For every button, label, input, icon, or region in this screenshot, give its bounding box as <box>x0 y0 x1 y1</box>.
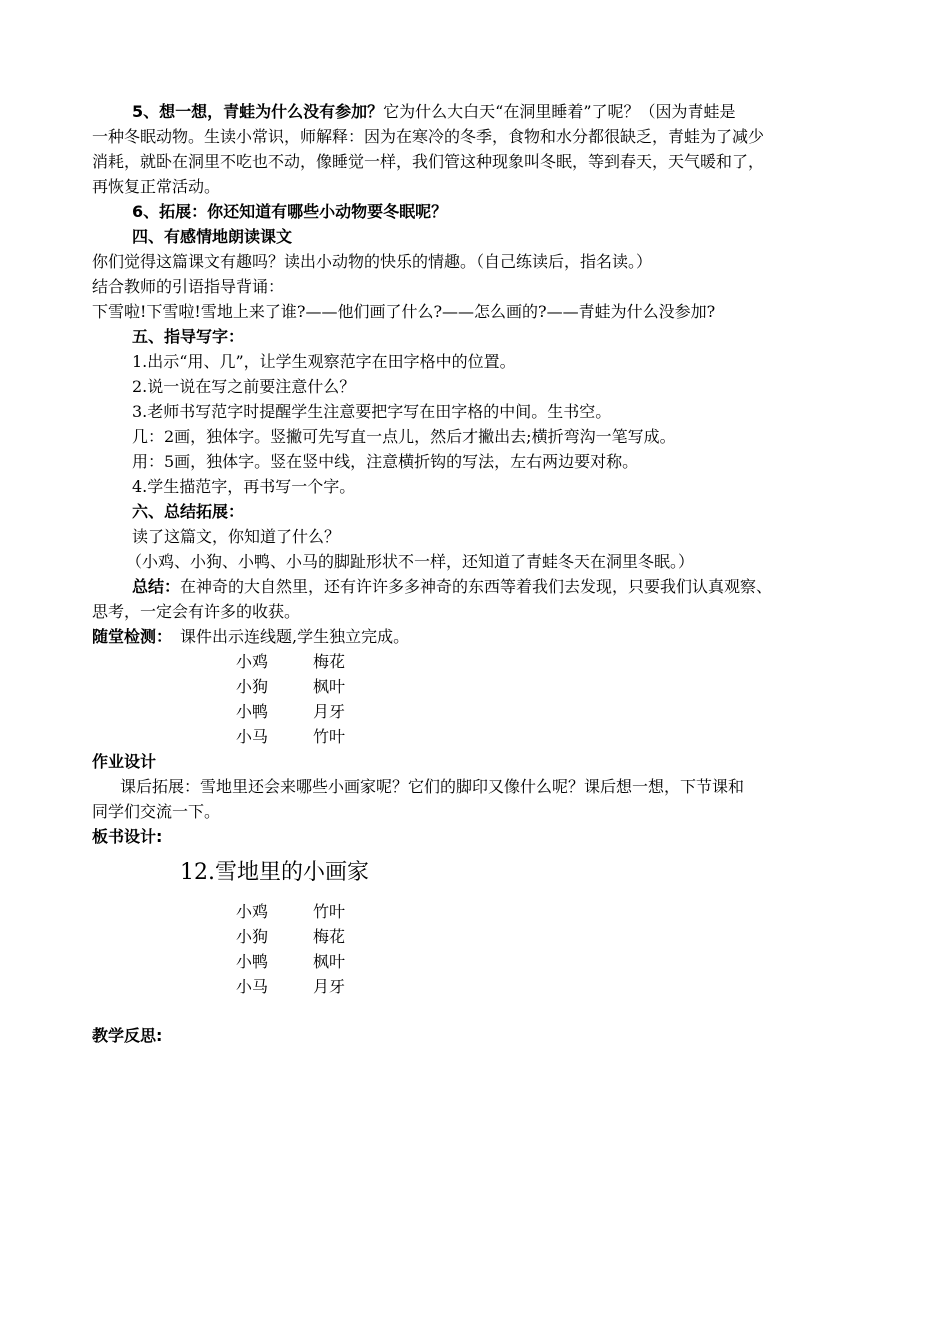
board-row-b-4: 月牙 <box>313 977 346 996</box>
section-4-p2: 结合教师的引语指导背诵： <box>92 277 285 296</box>
homework-label: 作业设计 <box>92 752 157 771</box>
q5-lead: 5、想一想，青蛙为什么没有参加？ <box>132 102 384 121</box>
homework-line-1: 课后拓展：雪地里还会来哪些小画家呢？它们的脚印又像什么呢？课后想一想，下节课和 <box>120 777 745 796</box>
board-row-b-3: 枫叶 <box>313 952 346 971</box>
check-line <box>92 626 409 648</box>
check-row-a-4: 小马 <box>236 727 269 746</box>
board-row-a-3: 小鸭 <box>236 952 269 971</box>
section-5-item-1: 1.出示“用、几”，让学生观察范字在田字格中的位置。 <box>132 352 516 371</box>
section-5-item-2: 2.说一说在写之前要注意什么？ <box>132 377 356 396</box>
section-6-heading: 六、总结拓展： <box>132 502 245 521</box>
q5-line-2: 一种冬眠动物。生读小常识，师解释：因为在寒冷的冬季，食物和水分都很缺乏，青蛙为了减少 <box>92 127 765 146</box>
section-5-heading: 五、指导写字： <box>132 327 245 346</box>
check-label: 随堂检测： <box>92 627 173 646</box>
board-label: 板书设计: <box>92 827 163 846</box>
summary-line-1 <box>132 576 772 598</box>
check-text: 课件出示连线题,学生独立完成。 <box>180 627 410 646</box>
q6-heading: 6、拓展：你还知道有哪些小动物要冬眠呢？ <box>132 202 448 221</box>
section-5-ji: 几：2画，独体字。竖撇可先写直一点儿，然后才撇出去;横折弯沟一笔写成。 <box>132 427 676 446</box>
section-5-item-3: 3.老师书写范字时提醒学生注意要把字写在田字格的中间。生书空。 <box>132 402 612 421</box>
board-row-b-2: 梅花 <box>313 927 346 946</box>
board-title: 12.雪地里的小画家 <box>180 860 369 885</box>
section-5-yong: 用：5画，独体字。竖在竖中线，注意横折钩的写法，左右两边要对称。 <box>132 452 639 471</box>
homework-line-2: 同学们交流一下。 <box>92 802 221 821</box>
section-4-p3: 下雪啦!下雪啦!雪地上来了谁?——他们画了什么?——怎么画的?——青蛙为什么没参加? <box>92 302 716 321</box>
check-row-b-1: 梅花 <box>313 652 346 671</box>
summary-text-1: 在神奇的大自然里，还有许许多多神奇的东西等着我们去发现，只要我们认真观察、 <box>180 577 773 596</box>
board-row-b-1: 竹叶 <box>313 902 346 921</box>
summary-line-2: 思考，一定会有许多的收获。 <box>92 602 301 621</box>
check-row-b-4: 竹叶 <box>313 727 346 746</box>
section-6-question: 读了这篇文，你知道了什么？ <box>132 527 341 546</box>
q5-text-1: 它为什么大白天“在洞里睡着”了呢？（因为青蛙是 <box>383 102 736 121</box>
q5-line-1 <box>132 101 736 123</box>
check-row-b-2: 枫叶 <box>313 677 346 696</box>
q5-line-3: 消耗，就卧在洞里不吃也不动，像睡觉一样，我们管这种现象叫冬眠，等到春天，天气暖和了， <box>92 152 765 171</box>
section-6-answer: （小鸡、小狗、小鸭、小马的脚趾形状不一样，还知道了青蛙冬天在洞里冬眠。） <box>126 552 695 571</box>
q5-line-4: 再恢复正常活动。 <box>92 177 221 196</box>
check-row-b-3: 月牙 <box>313 702 346 721</box>
board-row-a-1: 小鸡 <box>236 902 269 921</box>
check-row-a-2: 小狗 <box>236 677 269 696</box>
check-row-a-3: 小鸭 <box>236 702 269 721</box>
section-4-heading: 四、有感情地朗读课文 <box>132 227 293 246</box>
section-4-p1: 你们觉得这篇课文有趣吗？读出小动物的快乐的情趣。（自己练读后，指名读。） <box>92 252 653 271</box>
section-5-item-4: 4.学生描范字，再书写一个字。 <box>132 477 356 496</box>
summary-label: 总结： <box>132 577 181 596</box>
reflection-label: 教学反思: <box>92 1026 163 1045</box>
check-row-a-1: 小鸡 <box>236 652 269 671</box>
board-row-a-4: 小马 <box>236 977 269 996</box>
board-row-a-2: 小狗 <box>236 927 269 946</box>
